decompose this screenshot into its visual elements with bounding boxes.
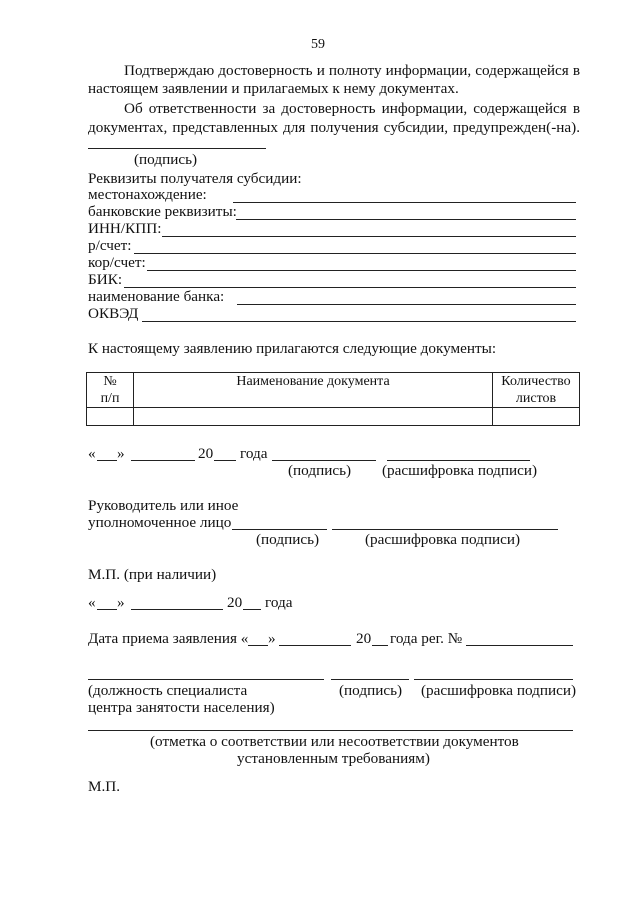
stamp: М.П. xyxy=(88,778,121,795)
specialist-position-line1: (должность специалиста xyxy=(88,682,248,699)
attachments-intro: К настоящему заявлению прилагаются следующие документы: xyxy=(88,340,497,357)
date2-month-field[interactable] xyxy=(131,609,223,610)
corr-account-label: кор/счет: xyxy=(88,254,146,271)
okved-field[interactable] xyxy=(142,321,576,322)
bank-details-label: банковские реквизиты: xyxy=(88,203,237,220)
specialist-decoding-field[interactable] xyxy=(414,679,573,680)
bank-name-label: наименование банка: xyxy=(88,288,225,305)
date-quote-close: » xyxy=(117,445,125,462)
header-quantity-line2: листов xyxy=(515,391,557,406)
date-year-prefix: 20 xyxy=(198,445,214,462)
signature-line[interactable] xyxy=(88,148,266,149)
table-row xyxy=(87,408,580,426)
head-line1: Руководитель или иное xyxy=(88,497,239,514)
receipt-reg-number-field[interactable] xyxy=(466,645,573,646)
responsibility-line1: Об ответственности за достоверность информации, содержащейся в xyxy=(124,100,580,117)
location-field[interactable] xyxy=(233,202,576,203)
page-number: 59 xyxy=(311,37,325,52)
date2-year-word: года xyxy=(265,594,293,611)
receipt-year-field[interactable] xyxy=(372,645,388,646)
head-signature-caption: (подпись) xyxy=(256,531,320,548)
header-quantity xyxy=(493,373,580,408)
header-quantity-line1: Количество xyxy=(501,374,571,389)
compliance-note-line1: (отметка о соответствии или несоответствии документов xyxy=(150,733,519,750)
receipt-quote-close: » xyxy=(268,630,276,647)
date2-year-field[interactable] xyxy=(243,609,261,610)
receipt-label: Дата приема заявления « xyxy=(88,630,249,647)
stamp-if-any: М.П. (при наличии) xyxy=(88,566,217,583)
requisites-heading: Реквизиты получателя субсидии: xyxy=(88,170,302,187)
confirm-paragraph-line1: Подтверждаю достоверность и полноту информации, содержащейся в xyxy=(124,62,580,79)
date-decoding-field[interactable] xyxy=(387,460,530,461)
table-cell-document-name[interactable] xyxy=(134,408,493,426)
header-number-line2: п/п xyxy=(100,391,120,406)
specialist-decoding-caption: (расшифровка подписи) xyxy=(421,682,577,699)
specialist-position-line2: центра занятости населения) xyxy=(88,699,275,716)
inn-kpp-label: ИНН/КПП: xyxy=(88,220,162,237)
date-quote-open: « xyxy=(88,445,96,462)
date2-quote-open: « xyxy=(88,594,96,611)
okved-label: ОКВЭД xyxy=(88,305,139,322)
head-line2: уполномоченное лицо xyxy=(88,514,232,531)
specialist-signature-caption: (подпись) xyxy=(339,682,403,699)
compliance-field[interactable] xyxy=(88,730,573,731)
date-day-field[interactable] xyxy=(97,460,117,461)
head-signature-field[interactable] xyxy=(232,529,327,530)
header-number-line1: № xyxy=(103,374,117,389)
confirm-paragraph-line2: настоящем заявлении и прилагаемых к нему документах. xyxy=(88,80,459,97)
responsibility-line2: документах, представленных для получения субсидии, предупрежден(-на). xyxy=(88,119,580,136)
account-field[interactable] xyxy=(134,253,576,254)
date-month-field[interactable] xyxy=(131,460,195,461)
head-decoding-field[interactable] xyxy=(332,529,558,530)
location-label: местонахождение: xyxy=(88,186,207,203)
date-signature-field[interactable] xyxy=(272,460,376,461)
documents-table xyxy=(86,372,580,426)
date-signature-caption: (подпись) xyxy=(288,462,352,479)
bik-label: БИК: xyxy=(88,271,123,288)
specialist-position-field[interactable] xyxy=(88,679,324,680)
bank-name-field[interactable] xyxy=(237,304,576,305)
table-cell-number[interactable] xyxy=(87,408,134,426)
receipt-month-field[interactable] xyxy=(279,645,351,646)
corr-account-field[interactable] xyxy=(147,270,576,271)
table-cell-quantity[interactable] xyxy=(493,408,580,426)
head-decoding-caption: (расшифровка подписи) xyxy=(365,531,521,548)
date2-quote-close: » xyxy=(117,594,125,611)
table-header-row xyxy=(87,373,580,408)
header-number xyxy=(87,373,134,408)
receipt-year-prefix: 20 xyxy=(356,630,372,647)
date2-day-field[interactable] xyxy=(97,609,117,610)
compliance-note-line2: установленным требованиям) xyxy=(237,750,430,767)
signature-caption: (подпись) xyxy=(134,151,198,168)
date-year-field[interactable] xyxy=(214,460,236,461)
date-year-word: года xyxy=(240,445,268,462)
account-label: р/счет: xyxy=(88,237,132,254)
inn-kpp-field[interactable] xyxy=(162,236,576,237)
receipt-day-field[interactable] xyxy=(248,645,268,646)
header-document-name: Наименование документа xyxy=(134,373,493,408)
date-decoding-caption: (расшифровка подписи) xyxy=(382,462,538,479)
date2-year-prefix: 20 xyxy=(227,594,243,611)
bank-details-field[interactable] xyxy=(236,219,576,220)
receipt-year-word: года рег. № xyxy=(390,630,463,647)
specialist-signature-field[interactable] xyxy=(331,679,409,680)
